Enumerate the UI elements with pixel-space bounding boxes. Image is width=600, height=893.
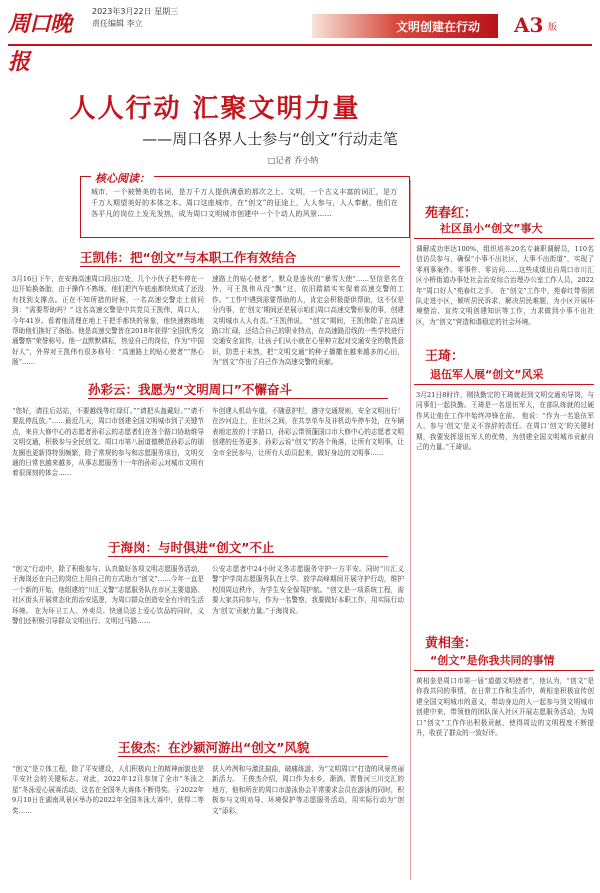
sidebar-rule: [414, 238, 594, 239]
section-title-wang-kaiwei: 王凯伟：把“创文”与本职工作有效结合: [80, 250, 297, 265]
page-suffix: 版: [548, 23, 558, 33]
section-wang-kaiwei-col-right: 速路上的贴心使者”，默众是连伙的“暴雪大使”……坚信是名在外，可王凯伟从没“飘”过，依旧踏踏实实保着高速交警的工作。“工作中遇到需要帮助的人，肯定会积极提供帮助，这不仅是分内事，在‘创文’期间还是展示咱们周口高速交警形象的事，创建文明城市人人有责。”王凯伟说。 “创文”期间，王凯伟除了在高速路口忙碌，还结合自己的职业特点，在高速路沿线的一些学校进行交通安全宣传，让孩子们从小就在心里种立起对交通安全的敬畏意识，防患于未然，把“文明交通”的种子播撒在越来越多的心田，为“创文”作出了自己作为高速交警的贡献。: [212, 275, 404, 367]
section-banner: [312, 14, 498, 38]
reporter-byline: □记者 乔小纳: [268, 156, 319, 165]
section-rule: [108, 556, 388, 557]
newspaper-logo: [8, 5, 86, 75]
intro-label: 核心阅读：: [91, 170, 154, 186]
sidebar-subtitle-wang-qi: 退伍军人展“创文”风采: [430, 368, 544, 381]
section-title-sun-caiyun: 孙彩云：我愿为“文明周口”不懈奋斗: [88, 382, 292, 397]
page-headline: 人人行动 汇聚文明力量: [69, 94, 361, 124]
issue-meta: [92, 6, 178, 30]
sidebar-rule: [414, 670, 594, 671]
section-title-yu-haigang: 于海岗：与时俱进“创文”不止: [108, 540, 275, 555]
section-sun-caiyun-col-left: “您好，请往后站站，不要越线等红绿灯。”“请把头盔戴好。”“请不要乱停乱放。”……最近几天，周口市创建全国文明城市到了关键节点，来自大修中心的志愿者孙彩云的志愿者们在各个路口协助维导文明交通，积极参与全民创文。周口市第八届道德模范孙彩云的朋友圈也更新得特别频繁，除了常规的参与和志愿服务项目，文明交通的日常也越来越多，从事志愿服务十一年的孙彩云对城市文明有着很深刻的体会……: [12, 407, 204, 478]
section-sun-caiyun-col-right: 车创建人机动车道，不随意护栏，遵守交通规则，安全文明出行！ 在沙河边上，在社区之间，在共享单车及非机动车停车处，在车辆表地定放的十字路口，孙彩云带领蓬国口市大修中心的志愿者文明创建的任务更多，孙彩云说“创文”的各个角落，让所有文明事，让全市全民参与，让所有人动员起来，做好身边的文明事……: [212, 407, 404, 457]
page-number: A3: [514, 13, 544, 37]
page-subheadline: ——周口各界人士参与“创文”行动走笔: [142, 130, 398, 148]
sidebar-name-huang-xiangkui: 黄相奎：: [425, 636, 478, 651]
section-yu-haigang-col-right: 公安志愿者中24小时义务志愿服务守护一方平安。同时“川汇义警”护学岗志愿服务队在上学、放学高峰期间开展守护行动，维护校园周边秩序，为学生安全保驾护航。“创文是一项系统工程，需要大家共同参与，作为一名警察，我要做好本职工作，用实际行动为‘创文’贡献力量。”于海岗说。: [212, 565, 404, 615]
section-rule: [88, 398, 388, 399]
sidebar-subtitle-huang-xiangkui: “创文”是你我共同的事情: [430, 654, 555, 667]
section-wang-kaiwei-col-left: 3月16日下午，在安海高速周口段出口处，几个小伙子把车停在一边开始换备胎，由于操作不熟练，他们把汽车底座都快坑成了还没有找到支撑点。正在不知所措的时候，一名高速交警走上前问到：“需要帮助吗？” 这名高速交警是中共党员王凯伟，周口人，今年41岁。看着他清理在地上干把手都快的景象，他快速熟练地帮助他们换好了备胎。他是高速交警皆在2018年获得“全国优秀交通警察”荣誉称号。他一直默默耕耘，热爱自己的岗位，作为“中国好人”，外界对王凯伟有很多称号：“高速路上的贴心使者”“热心肠”……: [12, 275, 204, 367]
section-title-wang-junjie: 王俊杰：在沙颍河游出“创文”风貌: [118, 740, 310, 755]
section-wang-junjie-col-right: 获人吟冽和与激洗揣曲，破痛练游，为“文明周口”打造的风景亮丽新活力。 王俊杰介绍，周口作为水乡，渐淌、贾鲁河三川交汇的地方，他和所在的周口市游泳协会平常要求会员在游泳的同时，积极参与文明劝导、环境保护等志愿服务活动，用实际行动为“创文”添彩。: [212, 765, 404, 815]
section-rule: [118, 756, 388, 757]
sidebar-body-wang-qi: 3月21日8时许，刚执勤完的王琦就赶到文明交通劝导岗，与同事们一起执勤。王琦是一名退伍军人，在部队练就的过硬作风让他在工作中始终冲锋在前。 他说：“作为一名退伍军人，参与‘创文’是义不容辞的责任。在周口‘创文’的关键时期，我要发挥退伍军人的优势，为创建全国文明城市贡献自己的力量。”王琦说。: [416, 391, 594, 452]
issue-editor: 责任编辑 李立: [92, 19, 143, 28]
section-rule: [80, 266, 400, 267]
sidebar-name-yuan-chunhong: 苑春红：: [425, 206, 478, 221]
intro-box: [80, 172, 410, 238]
section-banner-text: 文明创建在行动: [395, 20, 480, 34]
sidebar-body-huang-xiangkui: 黄相奎是周口市第一届“道德文明使者”，他认为，“创文”是你我共同的事情，在日常工作和生活中，黄相奎积极宣传创建全国文明城市的意义，带动身边的人一起参与到文明城市创建中来，带领他的团队深入社区开展志愿服务活动，为周口“创文”工作作出积极贡献，使得周边的文明程度不断提升，收获了群众的一致好评。: [416, 677, 594, 738]
masthead: [0, 0, 600, 75]
masthead-rule: [8, 44, 592, 46]
column-divider: [410, 180, 411, 880]
sidebar-subtitle-yuan-chunhong: 社区虽小“创文”事大: [440, 222, 543, 235]
sidebar-body-yuan-chunhong: 调解成功率达100%，组织培养20名专兼职调解员，110名信访员参与，确保“小事不出社区，大事不出街道”，实现了零刑事案件、零事件、零访问……这些成绩出自周口市川汇区小桥街道办事处社会治安综合治理办公室工作人员，2022年“周口好人”苑春红之手。 在“创文”工作中，苑春红带领团队走进小区，倾听居民诉求，解决居民难题，为小区开展环境整治、宣传文明创建知识等工作，力求做到小事不出社区，为“创文”营造和谐稳定的社会环境。: [416, 245, 594, 326]
issue-date: 2023年3月22日 星期三: [92, 7, 179, 16]
section-wang-junjie-col-left: “创文”是立体工程，除了平安建设，人们积极向上的精神面貌也是平安社会的关键标志。对此，2022年12月参加了全市“冬泳之星”冬泳爱心展赛活动，这名在全国冬大赛体不断得奖。于2022年9月10日在湖南风景区举办的2022年全国冬泳大赛中，获得二等奖……: [12, 765, 204, 815]
intro-text: 城市，一个被赞美的名词，是万千万人提供满意的那次之上。文明，一个古义丰富的词汇，是万千万人期望美好的本体之本。周口这座城市，在“创文”的征途上，人人参与，人人奉献，他们在各平凡的岗位上发光发热，成为周口文明城市创建中一个个动人的风景……: [91, 188, 399, 218]
sidebar-name-wang-qi: 王琦：: [425, 349, 465, 364]
newspaper-logo-text: 周口晚报: [8, 11, 72, 75]
section-yu-haigang-col-left: “创文”行动中，除了积极参与、认真做好各项文明志愿服务活动，于海岗还在自己的岗位上用自己的方式助力“创文”……今年一直是一个新的开始，他组建的“川汇义警”志愿服务队在市区主要道路、社区街头开展常态化的治安巡逻，为周口群众创造安全有序的生活环境。 在为环卫工人、外卖员、快递员送上爱心饮品的同时，义警们还积极引导群众文明出行、文明过马路……: [12, 565, 204, 626]
sidebar-rule: [414, 384, 594, 385]
